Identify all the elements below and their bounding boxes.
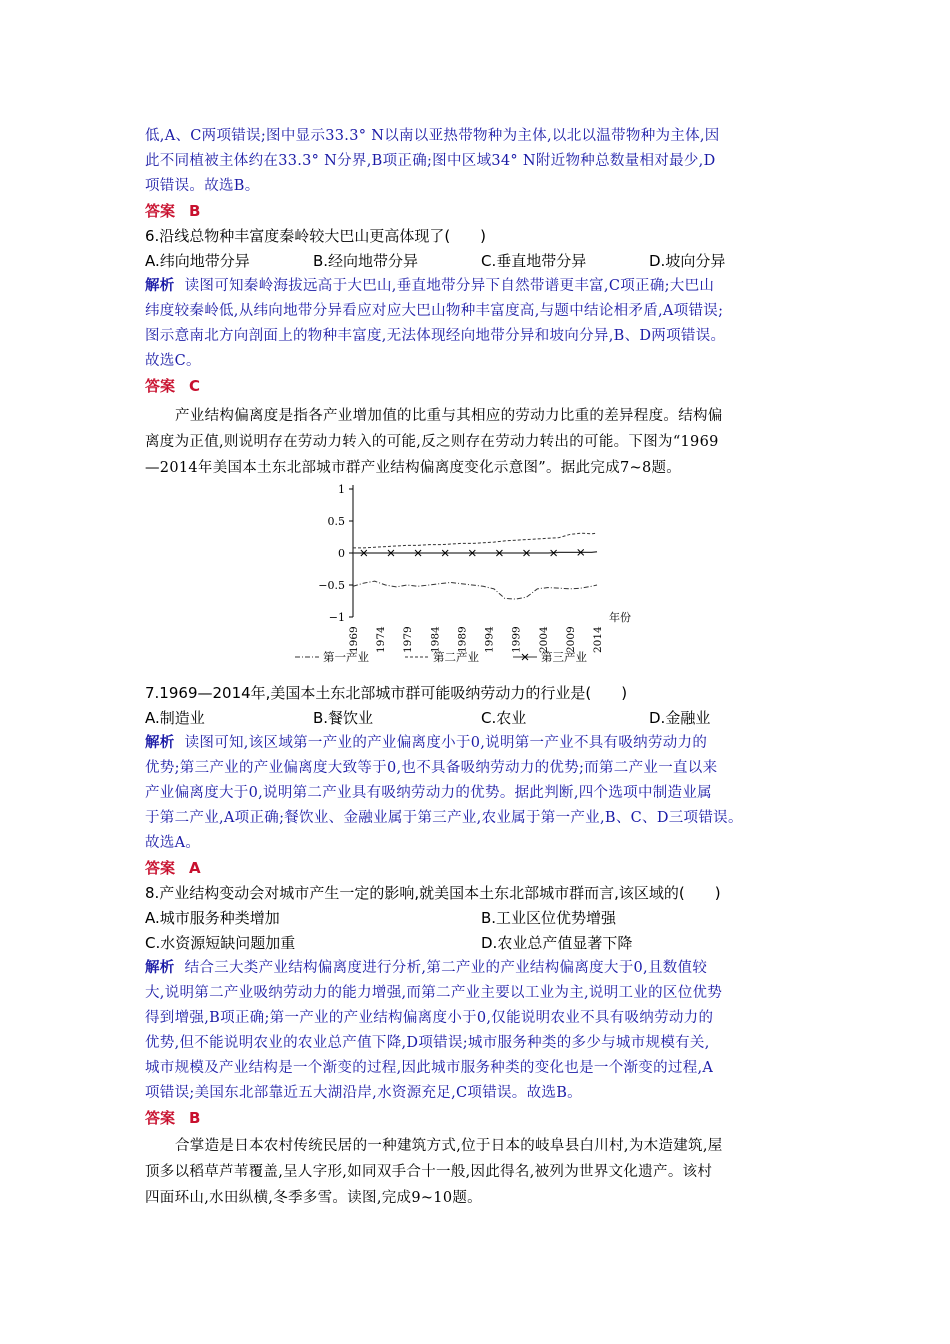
answer-value: A <box>189 859 201 877</box>
option-b: B.经向地带分异 <box>313 252 419 270</box>
intro-line: 产业结构偏离度是指各产业增加值的比重与其相应的劳动力比重的差异程度。结构偏 <box>175 408 723 424</box>
x-tick-label: 2009 <box>564 626 577 653</box>
answer-label: 答案 <box>145 202 176 220</box>
question-7-analysis <box>145 731 817 856</box>
question-8-analysis <box>145 956 817 1106</box>
document-page <box>145 124 817 1211</box>
answer-value: C <box>189 377 201 395</box>
x-tick-label: 1989 <box>456 626 469 653</box>
y-tick-label: 0 <box>338 547 345 560</box>
question-8-options-row1 <box>145 906 817 931</box>
intro-line: —2014年美国本土东北部城市群产业结构偏离度变化示意图”。据此完成7~8题。 <box>145 460 682 476</box>
intro-line: 离度为正值,则说明存在劳动力转入的可能,反之则存在劳动力转出的可能。下图为“1969 <box>145 434 719 450</box>
y-tick-label: 1 <box>338 483 345 496</box>
analysis-line: 图示意南北方向剖面上的物种丰富度,无法体现经向地带分异和坡向分异,B、D两项错误。 <box>145 328 726 344</box>
option-d: D.金融业 <box>649 709 711 727</box>
option-a: A.城市服务种类增加 <box>145 909 280 927</box>
answer-label: 答案 <box>145 377 176 395</box>
chart-svg <box>145 481 817 681</box>
analysis-line: 优势;第三产业的产业偏离度大致等于0,也不具备吸纳劳动力的优势;而第二产业一直以来 <box>145 760 718 776</box>
answer-value: B <box>189 202 201 220</box>
analysis-line: 优势,但不能说明农业的农业总产值下降,D项错误;城市服务种类的多少与城市规模有关, <box>145 1035 710 1051</box>
analysis-line: 产业偏离度大于0,说明第二产业具有吸纳劳动力的优势。据此判断,四个选项中制造业属 <box>145 785 712 801</box>
answer-8 <box>145 1106 817 1131</box>
question-8-stem: 8.产业结构变动会对城市产生一定的影响,就美国本土东北部城市群而言,该区域的( ) <box>145 884 721 902</box>
x-tick-label: 1994 <box>483 626 496 653</box>
analysis-line: 此不同植被主体约在33.3° N分界,B项正确;图中区域34° N附近物种总数量相对最少,D <box>145 153 716 169</box>
x-tick-label: 1999 <box>510 626 523 653</box>
option-b: B.餐饮业 <box>313 709 374 727</box>
option-b: B.工业区位优势增强 <box>481 909 617 927</box>
analysis-line: 项错误。故选B。 <box>145 178 260 194</box>
intro-paragraph-2 <box>145 1133 817 1211</box>
question-6-options <box>145 249 817 274</box>
analysis-line: 项错误;美国东北部靠近五大湖沿岸,水资源充足,C项错误。故选B。 <box>145 1085 582 1101</box>
answer-7 <box>145 856 817 881</box>
x-tick-label: 2014 <box>592 626 604 653</box>
analysis-continuation <box>145 124 817 199</box>
analysis-line: 故选A。 <box>145 835 201 851</box>
analysis-label: 解析 <box>145 278 175 294</box>
option-a: A.制造业 <box>145 709 205 727</box>
analysis-line: 结合三大类产业结构偏离度进行分析,第二产业的产业结构偏离度大于0,且数值较 <box>184 960 708 976</box>
x-axis-label: 年份 <box>609 611 631 624</box>
analysis-line: 于第二产业,A项正确;餐饮业、金融业属于第三产业,农业属于第一产业,B、C、D三项错误。 <box>145 810 743 826</box>
x-tick-label: 1984 <box>429 626 442 653</box>
answer-label: 答案 <box>145 859 176 877</box>
intro-line: 合掌造是日本农村传统民居的一种建筑方式,位于日本的岐阜县白川村,为木造建筑,屋 <box>175 1138 723 1154</box>
y-tick-label: 0.5 <box>327 515 345 528</box>
analysis-line: 读图可知,该区域第一产业的产业偏离度小于0,说明第一产业不具有吸纳劳动力的 <box>184 735 708 751</box>
intro-line: 四面环山,水田纵横,冬季多雪。读图,完成9~10题。 <box>145 1190 482 1206</box>
y-tick-label: −1 <box>328 611 345 624</box>
analysis-line: 大,说明第二产业吸纳劳动力的能力增强,而第二产业主要以工业为主,说明工业的区位优势 <box>145 985 723 1001</box>
option-c: C.水资源短缺问题加重 <box>145 934 296 952</box>
x-tick-label: 1979 <box>402 626 415 653</box>
question-8-options-row2 <box>145 931 817 956</box>
analysis-line: 低,A、C两项错误;图中显示33.3° N以南以亚热带物种为主体,以北以温带物种为主体,因 <box>145 128 720 144</box>
intro-line: 顶多以稻草芦苇覆盖,呈人字形,如同双手合十一般,因此得名,被列为世界文化遗产。该村 <box>145 1164 713 1180</box>
series-line-1 <box>353 581 597 599</box>
deviation-chart <box>145 481 817 681</box>
analysis-line: 纬度较秦岭低,从纬向地带分异看应对应大巴山物种丰富度高,与题中结论相矛盾,A项错误; <box>145 303 724 319</box>
analysis-line: 故选C。 <box>145 353 201 369</box>
legend-label: 第二产业 <box>433 650 479 664</box>
answer-label: 答案 <box>145 1109 176 1127</box>
answer-6 <box>145 374 817 399</box>
question-7-stem: 7.1969—2014年,美国本土东北部城市群可能吸纳劳动力的行业是( ) <box>145 684 628 702</box>
x-tick-label: 2004 <box>537 626 550 653</box>
analysis-line: 城市规模及产业结构是一个渐变的过程,因此城市服务种类的变化也是一个渐变的过程,A <box>145 1060 714 1076</box>
analysis-label: 解析 <box>145 960 175 976</box>
answer-value: B <box>189 1109 201 1127</box>
series-line-2 <box>353 533 597 548</box>
analysis-line: 读图可知秦岭海拔远高于大巴山,垂直地带分异下自然带谱更丰富,C项正确;大巴山 <box>184 278 715 294</box>
y-tick-label: −0.5 <box>318 579 345 592</box>
question-6-stem: 6.沿线总物种丰富度秦岭较大巴山更高体现了( ) <box>145 227 487 245</box>
legend-label: 第三产业 <box>541 650 587 664</box>
legend-label: 第一产业 <box>323 650 369 664</box>
question-6-analysis <box>145 274 817 374</box>
option-c: C.农业 <box>481 709 527 727</box>
option-c: C.垂直地带分异 <box>481 252 587 270</box>
option-a: A.纬向地带分异 <box>145 252 250 270</box>
option-d: D.坡向分异 <box>649 252 726 270</box>
question-7-options <box>145 706 817 731</box>
analysis-label: 解析 <box>145 735 175 751</box>
x-tick-label: 1969 <box>348 626 360 653</box>
analysis-line: 得到增强,B项正确;第一产业的产业结构偏离度小于0,仅能说明农业不具有吸纳劳动力的 <box>145 1010 714 1026</box>
x-tick-label: 1974 <box>375 626 388 653</box>
intro-paragraph <box>145 403 817 481</box>
option-d: D.农业总产值显著下降 <box>481 934 633 952</box>
answer-5 <box>145 199 817 224</box>
